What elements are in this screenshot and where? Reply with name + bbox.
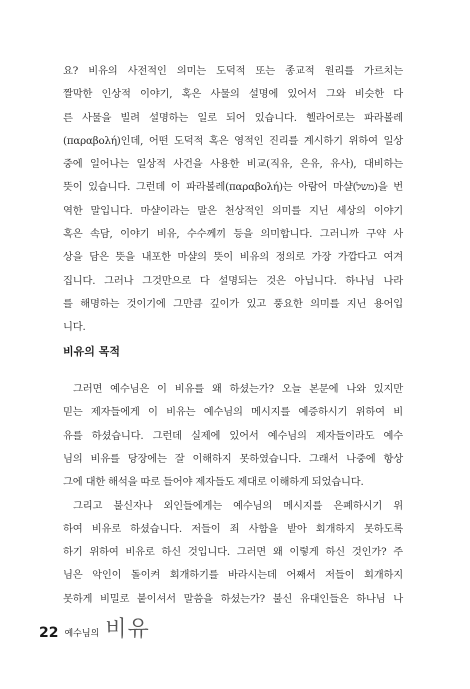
text-line: 님의 비유를 당장에는 잘 이해하지 못하였습니다. 그래서 나중에 항상	[63, 452, 403, 465]
paragraph-purpose-disciples	[63, 378, 403, 494]
text-line: 믿는 제자들에게 이 비유는 예수님의 메시지를 예증하시기 위하여 비	[63, 406, 403, 419]
text-line: 니다.	[63, 321, 86, 334]
text-line: 중에 일어나는 일상적 사건을 사용한 비교(직유, 은유, 유사), 대비하는	[63, 158, 403, 171]
running-title-large: 비유	[105, 617, 150, 642]
running-title-small: 예수님의	[64, 628, 100, 639]
text-line: 짤막한 인상적 이야기, 혹은 사물의 설명에 있어서 그와 비슷한 다	[63, 88, 403, 101]
text-line: 역한 말입니다. 마샬이라는 말은 천상적인 의미를 지닌 세상의 이야기	[63, 204, 403, 217]
text-line: (παραβολή)인데, 어떤 도덕적 혹은 영적인 진리를 계시하기 위하여 일상	[63, 134, 403, 147]
text-line: 못하게 비밀로 붙이셔서 말씀을 하셨는가? 불신 유대인들은 하나님 나	[63, 592, 403, 605]
text-line: 요? 비유의 사전적인 의미는 도덕적 또는 종교적 원리를 가르치는	[63, 65, 403, 77]
text-line: 하기 위하여 비유로 하신 것입니다. 그러면 왜 이렇게 하신 것인가? 주	[63, 546, 403, 559]
text-line: 상을 담은 뜻을 내포한 마샬의 뜻이 비유의 정의로 가장 가깝다고 여겨	[63, 251, 403, 264]
text-line: 그리고 불신자나 외인들에게는 예수님의 메시지를 은폐하시기 위	[73, 499, 403, 512]
text-line: 유를 하셨습니다. 그런데 실제에 있어서 예수님의 제자들이라도 예수	[63, 429, 403, 442]
text-line: 님은 악인이 돌이켜 회개하기를 바라시는데 어째서 저들이 회개하지	[63, 569, 403, 582]
text-line: 하여 비유로 하셨습니다. 저들이 죄 사함을 받아 회개하지 못하도록	[63, 522, 403, 535]
text-line: 를 해명하는 것이기에 그만큼 깊이가 있고 풍요한 의미를 지닌 용어입	[63, 297, 403, 310]
page-footer	[39, 617, 150, 642]
text-line: 집니다. 그러나 그것만으로 다 설명되는 것은 아닙니다. 하나님 나라	[63, 274, 403, 287]
section-heading: 비유의 목적	[63, 345, 120, 358]
text-line: 그러면 예수님은 이 비유를 왜 하셨는가? 오늘 본문에 나와 있지만	[73, 383, 403, 395]
page-number: 22	[39, 624, 59, 641]
paragraph-definition	[63, 60, 403, 340]
text-line: 그에 대한 해석을 따로 들어야 제자들도 제대로 이해하게 되었습니다.	[63, 476, 364, 489]
text-line: 혹은 속담, 이야기 비유, 수수께끼 등을 의미합니다. 그러니까 구약 사	[63, 228, 403, 241]
text-line: 뜻이 있습니다. 그런데 이 파라볼레(παραβολή)는 아람어 마샬(משל)을 번	[63, 181, 404, 194]
paragraph-purpose-unbelievers	[63, 495, 403, 611]
text-line: 른 사물을 빌려 설명하는 일로 되어 있습니다. 헬라어로는 파라볼레	[63, 111, 403, 124]
